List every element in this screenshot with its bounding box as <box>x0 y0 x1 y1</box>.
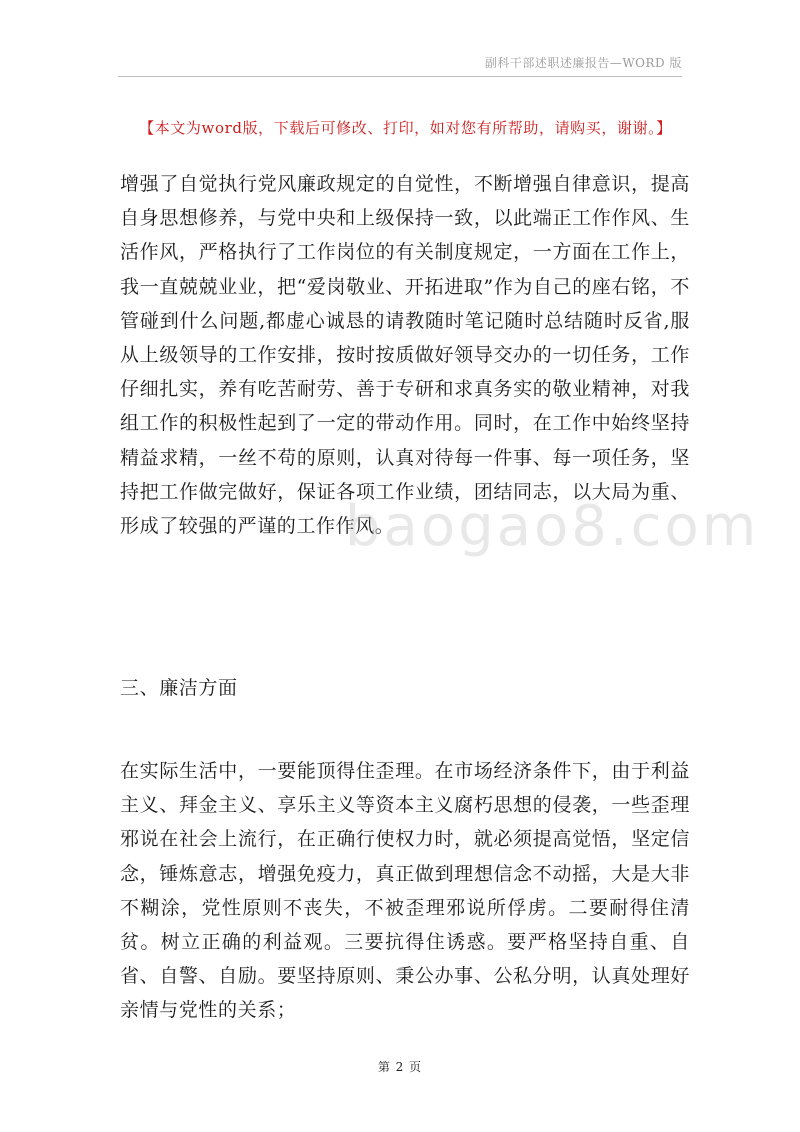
body-paragraph-1: 增强了自觉执行党风廉政规定的自觉性，不断增强自律意识，提高自身思想修养，与党中央和上级保持一致，以此端正工作作风、生活作风，严格执行了工作岗位的有关制度规定，一方面在工作上，我一直兢兢业业，把“爱岗敬业、开拓进取”作为自己的座右铭，不管碰到什么问题,都虚心诚恳的请教随时笔记随时总结随时反省,服从上级领导的工作安排，按时按质做好领导交办的一切任务，工作仔细扎实，养有吃苦耐劳、善于专研和求真务实的敬业精神，对我组工作的积极性起到了一定的带动作用。同时，在工作中始终坚持精益求精，一丝不苟的原则，认真对待每一件事、每一项任务，坚持把工作做完做好，保证各项工作业绩，团结同志，以大局为重、形成了较强的严谨的工作作风。 <box>120 173 690 538</box>
watermark: baogao8.com <box>345 494 760 559</box>
page-header-title: 副科干部述职述廉报告—WORD 版 <box>484 56 682 70</box>
purchase-notice: 【本文为word版，下载后可修改、打印，如对您有所帮助，请购买，谢谢。】 <box>139 119 672 137</box>
section-heading: 三、廉洁方面 <box>120 677 238 699</box>
body-paragraph-2: 在实际生活中，一要能顶得住歪理。在市场经济条件下，由于利益主义、拜金主义、享乐主义等资本主义腐朽思想的侵袭，一些歪理邪说在社会上流行，在正确行使权力时，就必须提高觉悟，坚定信念，锤炼意志，增强免疫力，真正做到理想信念不动摇，大是大非不糊涂，党性原则不丧失，不被歪理邪说所俘虏。二要耐得住清贫。树立正确的利益观。三要抗得住诱惑。要严格坚持自重、自省、自警、自励。要坚持原则、秉公办事、公私分明，认真处理好亲情与党性的关系； <box>120 760 690 1022</box>
header-divider <box>118 76 682 77</box>
page-number: 第 2 页 <box>377 1060 423 1074</box>
